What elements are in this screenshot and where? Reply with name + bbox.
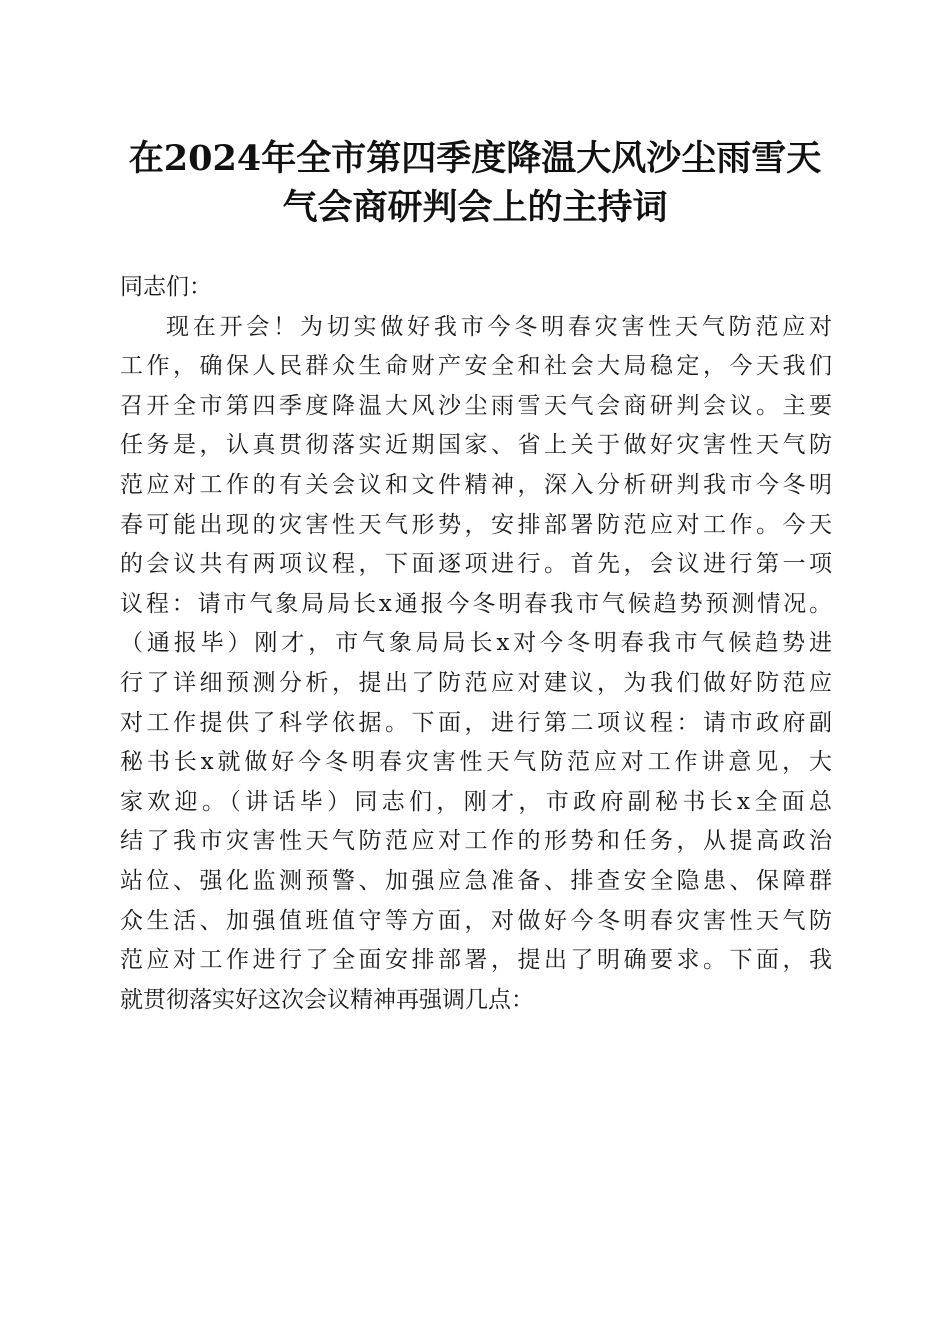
- body-line: 秘书长x就做好今冬明春灾害性天气防范应对工作讲意见，大: [120, 749, 832, 776]
- body-line: 现在开会！为切实做好我市今冬明春灾害性天气防范应对: [166, 313, 832, 340]
- body-line: 范应对工作进行了全面安排部署，提出了明确要求。下面，我: [120, 947, 832, 974]
- body-line: 召开全市第四季度降温大风沙尘雨雪天气会商研判会议。主要: [120, 392, 832, 419]
- document-body: [120, 268, 832, 1020]
- title-line-1: 在2024年全市第四季度降温大风沙尘雨雪天: [128, 138, 822, 179]
- body-line: 春可能出现的灾害性天气形势，安排部署防范应对工作。今天: [120, 511, 832, 538]
- title-line-2: 气会商研判会上的主持词: [282, 187, 668, 228]
- body-line: （通报毕）刚才，市气象局局长x对今冬明春我市气候趋势进: [120, 630, 832, 657]
- body-line: 结了我市灾害性天气防范应对工作的形势和任务，从提高政治: [120, 828, 832, 855]
- body-line: 范应对工作的有关会议和文件精神，深入分析研判我市今冬明: [120, 471, 832, 498]
- body-line: 站位、强化监测预警、加强应急准备、排查安全隐患、保障群: [120, 867, 832, 894]
- body-line: 对工作提供了科学依据。下面，进行第二项议程：请市政府副: [120, 709, 832, 736]
- body-line: 家欢迎。（讲话毕）同志们，刚才，市政府副秘书长x全面总: [120, 788, 832, 815]
- body-line: 行了详细预测分析，提出了防范应对建议，为我们做好防范应: [120, 669, 832, 696]
- body-line: 议程：请市气象局局长x通报今冬明春我市气候趋势预测情况。: [120, 590, 832, 617]
- salutation: 同志们：: [120, 274, 212, 300]
- body-line: 任务是，认真贯彻落实近期国家、省上关于做好灾害性天气防: [120, 432, 832, 459]
- body-line: 众生活、加强值班值守等方面，对做好今冬明春灾害性天气防: [120, 907, 832, 934]
- body-line: 工作，确保人民群众生命财产安全和社会大局稳定，今天我们: [120, 353, 832, 380]
- body-line: 就贯彻落实好这次会议精神再强调几点：: [120, 986, 534, 1013]
- body-line: 的会议共有两项议程，下面逐项进行。首先，会议进行第一项: [120, 551, 832, 578]
- document-title: [100, 134, 850, 232]
